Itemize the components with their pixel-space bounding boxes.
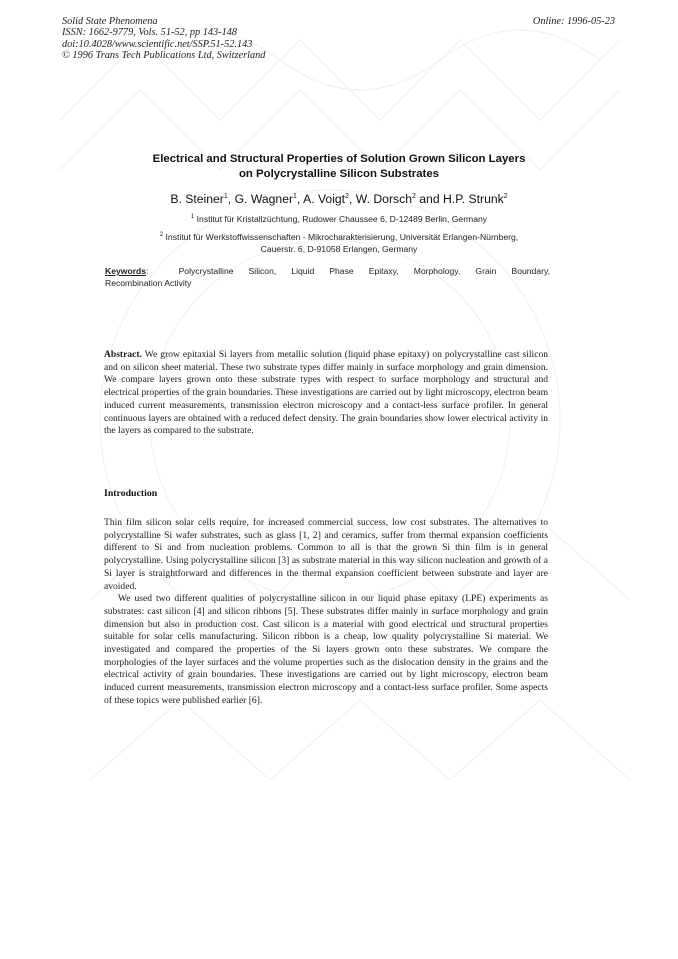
introduction-body (104, 517, 548, 708)
affiliation-number: 1 (190, 214, 195, 220)
affiliation-2 (100, 232, 578, 255)
author-affiliation-mark: 2 (503, 193, 508, 200)
author-name: H.P. Strunk (443, 192, 504, 206)
keywords-block: Keywords: Polycrystalline Silicon, Liquid Phase Epitaxy, Morphology, Grain Boundary, Recombination Activity (105, 266, 550, 288)
author-separator: and (415, 192, 443, 206)
copyright-line: © 1996 Trans Tech Publications Ltd, Switzerland (62, 49, 266, 61)
author-name: W. Dorsch (355, 192, 412, 206)
affiliation-number: 2 (159, 232, 164, 238)
title-line-2: on Polycrystalline Silicon Substrates (238, 168, 440, 180)
paper-title (80, 152, 598, 182)
affiliation-text-2: Cauerstr. 6, D-91058 Erlangen, Germany (260, 243, 418, 254)
abstract (104, 349, 548, 438)
affiliation-text: Institut für Kristallzüchtung, Rudower Chaussee 6, D-12489 Berlin, Germany (196, 214, 488, 224)
author-name: A. Voigt (303, 192, 346, 206)
introduction-heading: Introduction (104, 488, 158, 499)
author-affiliation-mark: 1 (293, 193, 297, 200)
keywords-label: Keywords (105, 266, 147, 276)
paragraph: Thin film silicon solar cells require, for increased commercial success, low cost substrates. The alternatives to polycrystalline Si wafer substrates, such as glass [1, 2] and ceramics, suffer from thermal expansion coefficients different to Si and from nucleation problems. Common to all is that the grown Si thin film is in general polycrystalline. Using polycrystalline silicon [3] as substrate material in this way silicon nucleation and growth of a Si layer is straightforward and differences in the thermal expansion coefficient between substrate and layer are avoided. (104, 517, 548, 592)
affiliation-text: Institut für Werkstoffwissenschaften - Mikrocharakterisierung, Universität Erlangen-Nürnberg, (165, 232, 519, 242)
author-separator: , (296, 192, 304, 206)
journal-header (62, 16, 265, 61)
keywords-line-2: Recombination Activity (105, 277, 192, 288)
paragraph: We used two different qualities of polycrystalline silicon in our liquid phase epitaxy (LPE) experiments as substrates: cast silicon [4] and silicon ribbons [5]. These substrates differ mainly in surface morphology and grain dimension but also in production cost. Cast silicon is a material with good electrical und structural properties suitable for solar cells manufacturing. Silicon ribbon is a cheap, low quality polycrystalline Si material. We investigated and compared the properties of the Si layers grown onto these substrates. We compare the morphologies of the layer surfaces and the volume properties such as the dislocation density in the grains and the electrical activity of grain boundaries. These investigations are carried out by light microscopy, electron beam induced current measurements, transmission electron microscopy and a contact-less surface profiler. Some aspects of these topics were published earlier [6]. (104, 593, 548, 706)
issn-line: ISSN: 1662-9779, Vols. 51-52, pp 143-148 (62, 27, 238, 39)
online-date: Online: 1996-05-23 (532, 16, 615, 27)
author-affiliation-mark: 2 (411, 193, 416, 200)
abstract-text: We grow epitaxial Si layers from metallic solution (liquid phase epitaxy) on polycrystalline cast silicon and on silicon sheet material. These two substrate types differ mainly in surface morphology and grain dimension. We compare layers grown onto these substrate types with respect to surface morphology and structural and electrical properties of the grain boundaries. These investigations are carried out by light microscopy, electron beam induced current measurements, transmission electron microscopy and a contact-less surface profiler. In general continuous layers are obtained with a reduced defect density. The grain boundaries show lower electrical activity in the layers as compared to the substrate. (104, 349, 548, 437)
author-name: B. Steiner (170, 192, 224, 206)
author-separator: , (348, 192, 356, 206)
title-line-1: Electrical and Structural Properties of Solution Grown Silicon Layers (152, 153, 526, 165)
author-affiliation-mark: 2 (345, 193, 349, 200)
author-affiliation-mark: 1 (223, 193, 228, 200)
author-name: G. Wagner (234, 192, 294, 206)
doi-line[interactable]: doi:10.4028/www.scientific.net/SSP.51-52.143 (62, 38, 253, 50)
abstract-label: Abstract. (104, 349, 142, 360)
author-separator: , (227, 192, 235, 206)
keywords-line-1: Polycrystalline Silicon, Liquid Phase Epitaxy, Morphology, Grain Boundary, (178, 266, 550, 276)
affiliation-1 (100, 214, 578, 226)
author-list (80, 192, 598, 207)
journal-name: Solid State Phenomena (62, 16, 158, 27)
